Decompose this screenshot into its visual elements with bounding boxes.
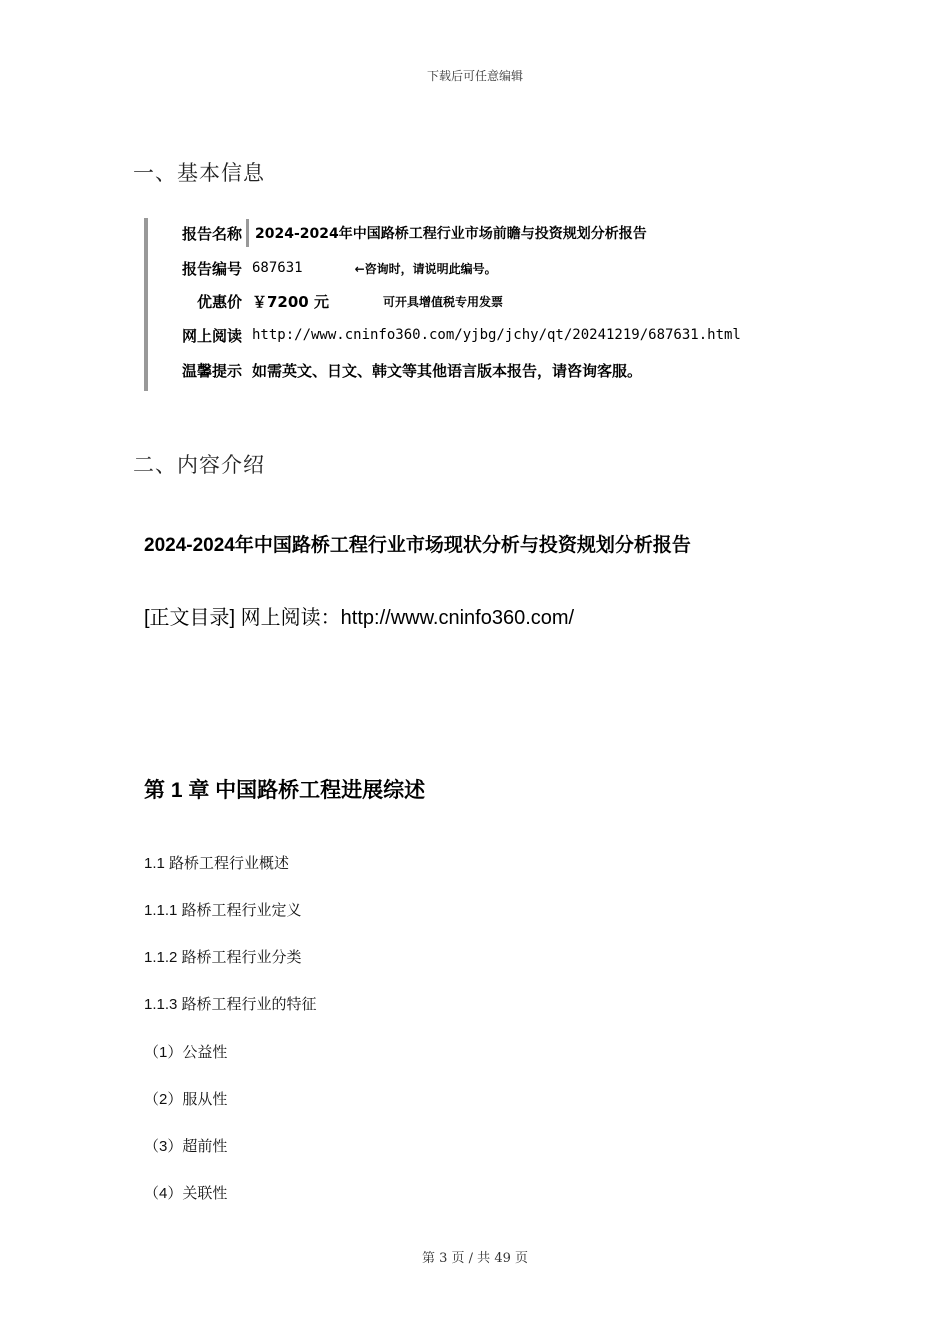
section-heading-basic-info: 一、基本信息 [133, 161, 265, 185]
price-label: 优惠价 [196, 292, 242, 311]
online-url-link[interactable]: http://www.cninfo360.com/yjbg/jchy/qt/20241219/687631.html [252, 327, 741, 343]
info-row-tip [148, 356, 642, 384]
toc-online-link[interactable]: [正文目录] 网上阅读：http://www.cninfo360.com/ [144, 607, 575, 629]
toc-item[interactable]: （4）关联性 [144, 1185, 228, 1202]
toc-item[interactable]: 1.1.1 路桥工程行业定义 [144, 902, 302, 919]
tip-value: 如需英文、日文、韩文等其他语言版本报告，请咨询客服。 [252, 361, 643, 380]
tip-label: 温馨提示 [181, 361, 242, 380]
report-title: 2024-2024年中国路桥工程行业市场现状分析与投资规划分析报告 [144, 535, 691, 556]
toc-item[interactable]: （3）超前性 [144, 1138, 228, 1155]
toc-item[interactable]: （1）公益性 [144, 1044, 228, 1061]
info-row-online-url [148, 321, 741, 349]
info-row-price [148, 287, 503, 315]
report-id-note: ←咨询时，请说明此编号。 [354, 261, 497, 276]
info-row-report-id [148, 254, 497, 282]
toc-item[interactable]: 1.1.2 路桥工程行业分类 [144, 949, 302, 966]
report-name-label: 报告名称 [181, 224, 242, 243]
price-value: ￥7200 元 [252, 292, 329, 311]
price-note: 可开具增值税专用发票 [382, 294, 503, 309]
page-footer-number: 第 3 页 / 共 49 页 [422, 1251, 528, 1266]
toc-item[interactable]: 1.1 路桥工程行业概述 [144, 855, 290, 872]
toc-item[interactable]: （2）服从性 [144, 1091, 228, 1108]
info-row-report-name [148, 219, 647, 247]
report-id-value: 687631 [252, 260, 303, 276]
toc-item[interactable]: 1.1.3 路桥工程行业的特征 [144, 996, 317, 1013]
chapter-title: 第 1 章 中国路桥工程进展综述 [144, 779, 426, 802]
online-url-label: 网上阅读 [181, 326, 242, 345]
section-heading-intro: 二、内容介绍 [133, 453, 265, 477]
page-header-note: 下载后可任意编辑 [426, 69, 523, 83]
report-name-value-wrap [246, 219, 647, 247]
report-id-label: 报告编号 [181, 259, 242, 278]
basic-info-box [144, 218, 828, 391]
report-name-value: 2024-2024年中国路桥工程行业市场前瞻与投资规划分析报告 [255, 226, 647, 242]
